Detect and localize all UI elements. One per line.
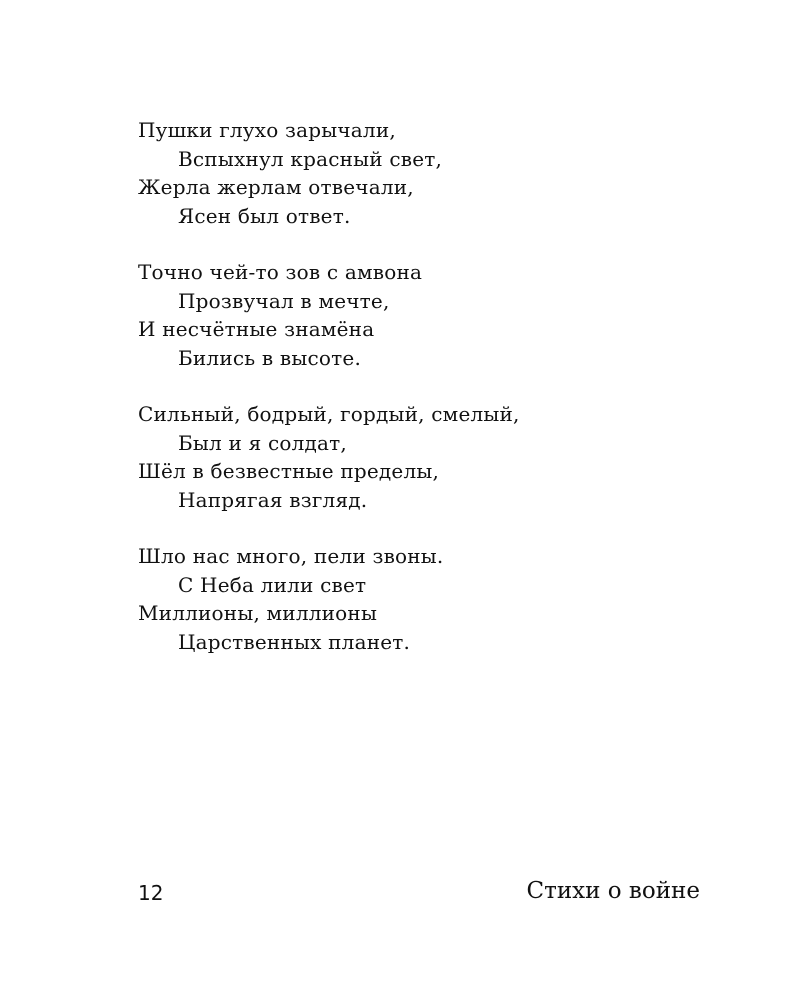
poem-line: Шёл в безвестные пределы, [138,459,440,483]
poem-line: С Неба лили свет [178,572,367,597]
poem [138,116,738,684]
page-footer [138,876,700,908]
poem-line: Ясен был ответ. [178,203,351,228]
poem-line: Пушки глухо зарычали, [138,118,396,142]
poem-line: Бились в высоте. [178,345,362,370]
poem-line: Шло нас много, пели звоны. [138,544,444,568]
page-number: 12 [138,881,164,905]
stanza-4 [138,542,738,656]
poem-line: Миллионы, миллионы [138,601,378,625]
running-title: Стихи о войне [526,878,700,904]
stanza-2 [138,258,738,372]
poem-line: Сильный, бодрый, гордый, смелый, [138,402,520,426]
stanza-3 [138,400,738,514]
poem-line: Царственных планет. [178,629,411,654]
poem-line: Жерла жерлам отвечали, [138,175,414,199]
stanza-1 [138,116,738,230]
poem-line: Был и я солдат, [178,430,347,455]
poem-line: Точно чей-то зов с амвона [138,260,423,284]
poem-line: И несчётные знамёна [138,317,375,341]
poem-line: Прозвучал в мечте, [178,288,390,313]
poem-line: Напрягая взгляд. [178,487,368,512]
poem-line: Вспыхнул красный свет, [178,146,443,171]
